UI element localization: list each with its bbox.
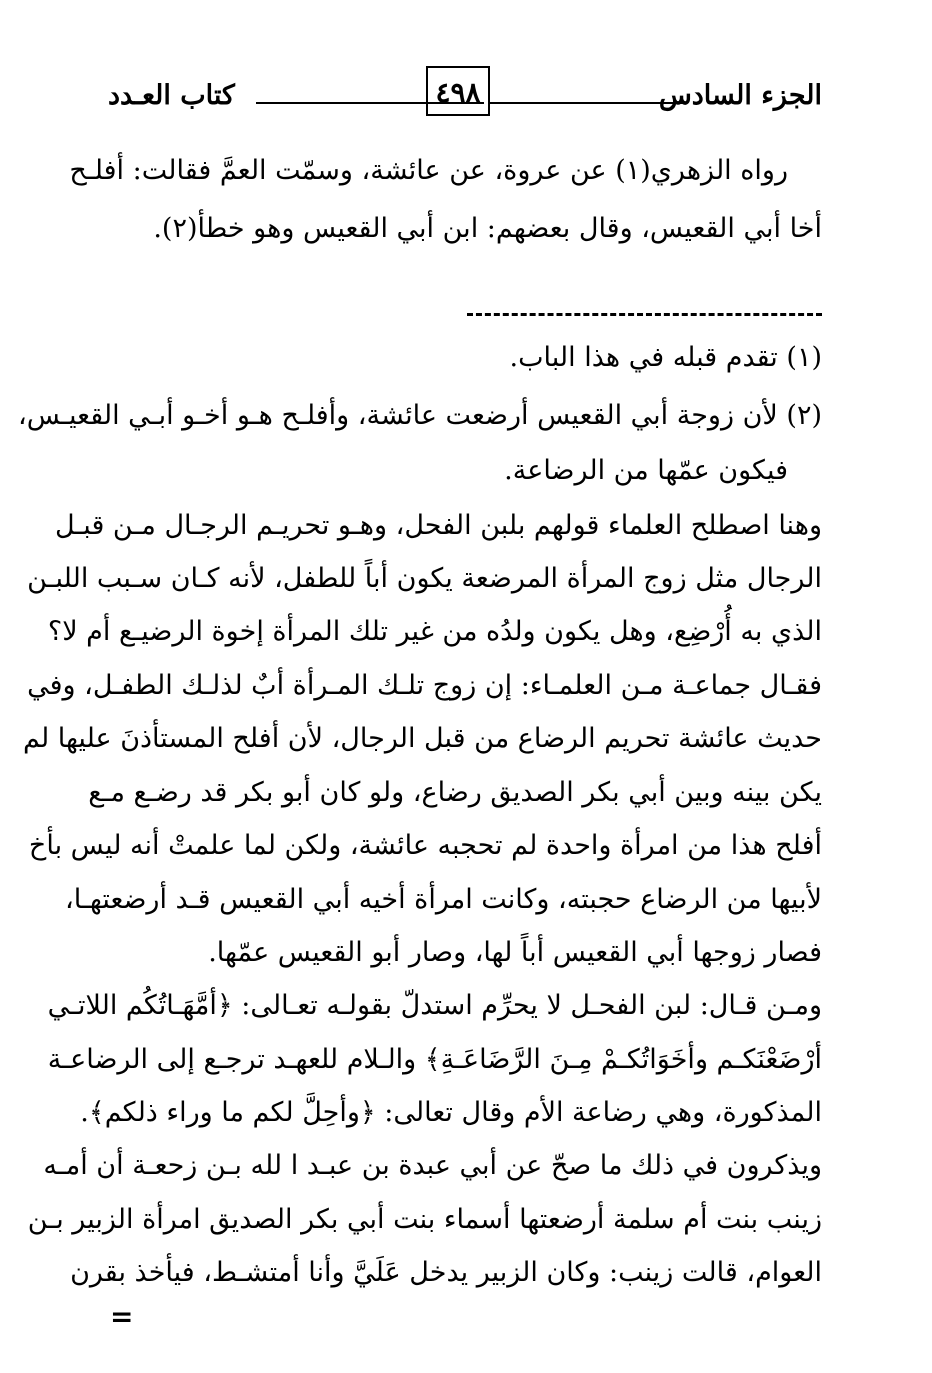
footnote-separator xyxy=(467,313,822,316)
footnote-line: حديث عائشة تحريم الرضاع من قبل الرجال، لأن أفلح المستأذنَ عليها لم xyxy=(22,723,822,754)
footnote-line: يكن بينه وبين أبي بكر الصديق رضاع، ولو كان أبو بكر قد رضـع مـع xyxy=(88,777,822,808)
footnote-line: العوام، قالت زينب: وكان الزبير يدخل عَلَيَّ وأنا أمتشـط، فيأخذ بقرن xyxy=(70,1257,822,1288)
header-rule-right xyxy=(488,102,687,104)
header-rule-left xyxy=(256,102,484,104)
footnote-line: فيكون عمّها من الرضاعة. xyxy=(504,455,788,486)
footnote-line: زينب بنت أم سلمة أرضعتها أسماء بنت أبي بكر الصديق امرأة الزبير بـن xyxy=(27,1204,822,1235)
volume-title: الجزء السادس xyxy=(658,80,822,111)
footnote-line: لأبيها من الرضاع حجبته، وكانت امرأة أخيه أبي القعيس قـد أرضعتهـا، xyxy=(65,884,822,915)
footnote-line: أرْضَعْنَكـم وأخَوَاتُكـمْ مِـنَ الرَّضَاعَـةِ﴾ والـلام للعهـد ترجـع إلى الرضاعـة xyxy=(47,1044,822,1075)
footnote-line: أفلح هذا من امرأة واحدة لم تحجبه عائشة، ولكن لما علمتْ أنه ليس بأخ xyxy=(28,830,822,861)
continuation-mark: = xyxy=(110,1300,134,1333)
footnote-line: المذكورة، وهي رضاعة الأم وقال تعالى: ﴿وأحِلَّ لكم ما وراء ذلكم﴾. xyxy=(80,1097,822,1128)
footnote-line: فقـال جماعـة مـن العلمـاء: إن زوج تلـك المـرأة أبٌ لذلـك الطفـل، وفي xyxy=(27,670,822,701)
footnote-line: (١) تقدم قبله في هذا الباب. xyxy=(509,342,822,373)
footnote-line: الذي به أُرْضِع، وهل يكون ولدُه من غير تلك المرأة إخوة الرضيـع أم لا؟ xyxy=(47,616,822,647)
main-text-line: رواه الزهري(١) عن عروة، عن عائشة، وسمّت العمَّ فقالت: أفلـح xyxy=(69,155,788,186)
footnote-line: الرجال مثل زوج المرأة المرضعة يكون أباً للطفل، لأنه كـان سـبب اللبـن xyxy=(27,563,822,594)
page-number: ٤٩٨ xyxy=(435,76,481,109)
footnote-line: فصار زوجها أبي القعيس أباً لها، وصار أبو القعيس عمّها. xyxy=(208,937,822,968)
footnote-line: وهنا اصطلح العلماء قولهم بلبن الفحل، وهـو تحريـم الرجـال مـن قبـل xyxy=(54,510,822,541)
main-text-line: أخا أبي القعيس، وقال بعضهم: ابن أبي القعيس وهو خطأ(٢). xyxy=(153,213,822,244)
page-number-box xyxy=(426,66,490,116)
book-title: كتاب العـدد xyxy=(108,80,235,111)
page-header xyxy=(108,66,822,126)
footnote-line: (٢) لأن زوجة أبي القعيس أرضعت عائشة، وأفلـح هـو أخـو أبـي القعيـس، xyxy=(17,400,822,431)
footnote-line: ومـن قـال: لبن الفحـل لا يحرِّم استدلّ بقولـه تعـالى: ﴿أمَّهَـاتُكُم اللاتـي xyxy=(47,990,822,1021)
footnote-line: ويذكرون في ذلك ما صحّ عن أبي عبدة بن عبـد ا لله بـن زحعـة أن أمـه xyxy=(43,1150,822,1181)
